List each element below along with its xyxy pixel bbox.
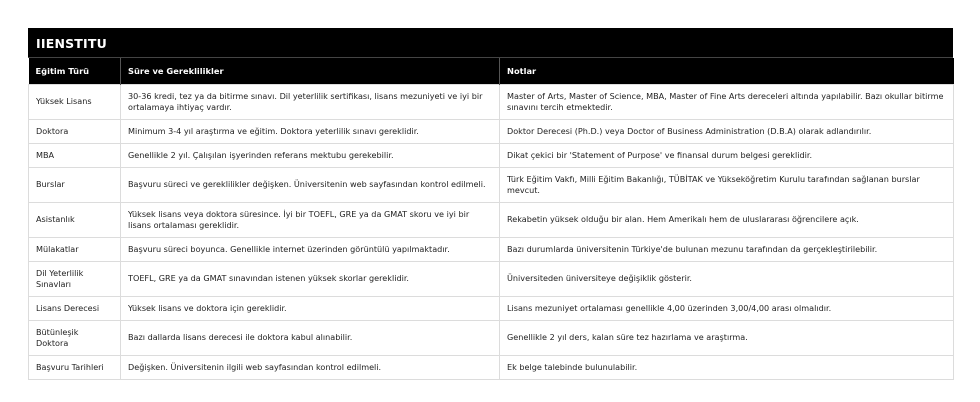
- cell-requirements: Minimum 3-4 yıl araştırma ve eğitim. Doktora yeterlilik sınavı gereklidir.: [121, 120, 500, 144]
- table-row: [29, 262, 954, 297]
- header-row: [29, 58, 954, 85]
- cell-education-type: Dil Yeterlilik Sınavları: [29, 262, 121, 297]
- cell-education-type: Başvuru Tarihleri: [29, 356, 121, 380]
- cell-requirements: Bazı dallarda lisans derecesi ile doktora kabul alınabilir.: [121, 321, 500, 356]
- cell-notes: Genellikle 2 yıl ders, kalan süre tez hazırlama ve araştırma.: [500, 321, 954, 356]
- cell-requirements: Başvuru süreci ve gereklilikler değişken. Üniversitenin web sayfasından kontrol edilmeli.: [121, 168, 500, 203]
- cell-education-type: Burslar: [29, 168, 121, 203]
- cell-requirements: TOEFL, GRE ya da GMAT sınavından istenen yüksek skorlar gereklidir.: [121, 262, 500, 297]
- education-table: [28, 58, 954, 380]
- table-header: [29, 58, 954, 85]
- cell-notes: Rekabetin yüksek olduğu bir alan. Hem Amerikalı hem de uluslararası öğrencilere açık.: [500, 203, 954, 238]
- table-row: [29, 203, 954, 238]
- cell-notes: Üniversiteden üniversiteye değişiklik gösterir.: [500, 262, 954, 297]
- table-row: [29, 297, 954, 321]
- cell-requirements: Yüksek lisans ve doktora için gereklidir.: [121, 297, 500, 321]
- cell-education-type: Asistanlık: [29, 203, 121, 238]
- table-row: [29, 238, 954, 262]
- cell-notes: Doktor Derecesi (Ph.D.) veya Doctor of Business Administration (D.B.A) olarak adlandırılır.: [500, 120, 954, 144]
- cell-education-type: Doktora: [29, 120, 121, 144]
- header-education-type: Eğitim Türü: [29, 58, 121, 85]
- cell-education-type: Mülakatlar: [29, 238, 121, 262]
- cell-requirements: Değişken. Üniversitenin ilgili web sayfasından kontrol edilmeli.: [121, 356, 500, 380]
- table-row: [29, 144, 954, 168]
- table-row: [29, 356, 954, 380]
- table-row: [29, 120, 954, 144]
- cell-notes: Türk Eğitim Vakfı, Milli Eğitim Bakanlığı, TÜBİTAK ve Yükseköğretim Kurulu tarafından sağlanan burslar mevcut.: [500, 168, 954, 203]
- header-notes: Notlar: [500, 58, 954, 85]
- table-row: [29, 321, 954, 356]
- table-row: [29, 85, 954, 120]
- table-container: [28, 28, 953, 380]
- table-body: [29, 85, 954, 380]
- cell-requirements: 30-36 kredi, tez ya da bitirme sınavı. Dil yeterlilik sertifikası, lisans mezuniyeti ve iyi bir ortalamaya ihtiyaç vardır.: [121, 85, 500, 120]
- header-duration-requirements: Süre ve Gereklilikler: [121, 58, 500, 85]
- cell-education-type: MBA: [29, 144, 121, 168]
- cell-education-type: Lisans Derecesi: [29, 297, 121, 321]
- brand-title: IIENSTITU: [28, 28, 953, 58]
- cell-notes: Ek belge talebinde bulunulabilir.: [500, 356, 954, 380]
- cell-education-type: Bütünleşik Doktora: [29, 321, 121, 356]
- cell-requirements: Başvuru süreci boyunca. Genellikle internet üzerinden görüntülü yapılmaktadır.: [121, 238, 500, 262]
- cell-requirements: Yüksek lisans veya doktora süresince. İyi bir TOEFL, GRE ya da GMAT skoru ve iyi bir lisans ortalaması gereklidir.: [121, 203, 500, 238]
- cell-notes: Lisans mezuniyet ortalaması genellikle 4,00 üzerinden 3,00/4,00 arası olmalıdır.: [500, 297, 954, 321]
- cell-notes: Dikat çekici bir 'Statement of Purpose' ve finansal durum belgesi gereklidir.: [500, 144, 954, 168]
- cell-notes: Master of Arts, Master of Science, MBA, Master of Fine Arts dereceleri altında yapılabilir. Bazı okullar bitirme sınavını tercih etmektedir.: [500, 85, 954, 120]
- cell-education-type: Yüksek Lisans: [29, 85, 121, 120]
- cell-notes: Bazı durumlarda üniversitenin Türkiye'de bulunan mezunu tarafından da gerçekleştirilebilir.: [500, 238, 954, 262]
- table-row: [29, 168, 954, 203]
- cell-requirements: Genellikle 2 yıl. Çalışılan işyerinden referans mektubu gerekebilir.: [121, 144, 500, 168]
